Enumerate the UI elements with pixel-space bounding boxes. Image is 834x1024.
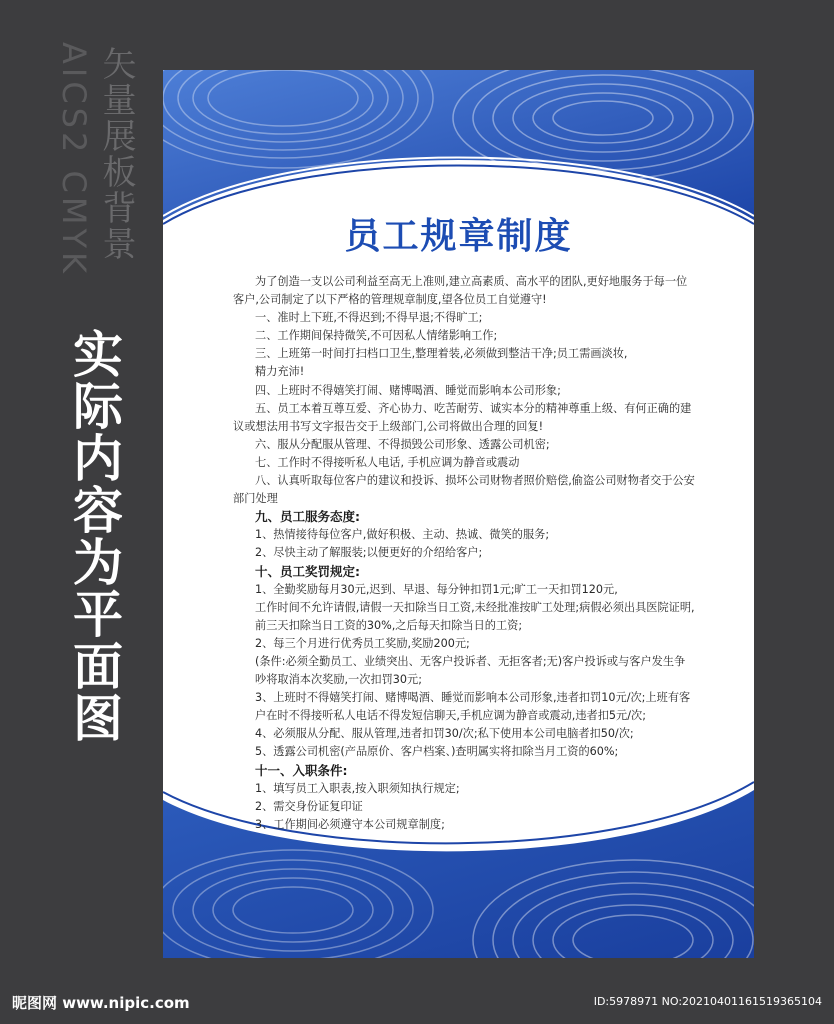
section-item: 工作时间不允许请假,请假一天扣除当日工资,未经批准按旷工处理;病假必须出具医院证明,前三天扣除当日工资的30%,之后每天扣除当日的工资; [255,600,695,632]
regulations-body [233,273,695,834]
side-label-actual-content: 实际内容为平面图 [65,328,123,744]
section-item: (条件:必须全勤员工、业绩突出、无客户投诉者、无拒客者;无)客户投诉或与客户发生争吵将取消本次奖励,一次扣罚30元; [255,654,686,687]
image-id-text: ID:5978971 NO:20210401161519365104 [593,995,822,1008]
page-title: 员工规章制度 [344,216,573,257]
intro-paragraph: 为了创造一支以公司利益至高无上准则,建立高素质、高水平的团队,更好地服务于每一位客户,公司制定了以下严格的管理规章制度,望各位员工自觉遵守! [233,275,688,307]
section-item: 1、热情接待每位客户,做好积极、主动、热诚、微笑的服务; [255,528,550,542]
poster-board [163,70,754,958]
rule-item: 五、员工本着互尊互爱、齐心协力、吃苦耐劳、诚实本分的精神尊重上级、有何正确的建议或想法用书写文字报告交于上级部门,公司将做出合理的回复! [233,401,692,433]
rule-item: 六、服从分配服从管理、不得损毁公司形象、透露公司机密; [255,437,550,451]
section-item: 4、必须服从分配、服从管理,违者扣罚30/次;私下使用本公司电脑者扣50/次; [255,727,634,741]
section-item: 3、上班时不得嬉笑打闹、赌博喝酒、睡觉而影响本公司形象,违者扣罚10元/次;上班有客户在时不得接听私人电话不得发短信聊天,手机应调为静音或震动,违者扣5元/次; [255,691,691,723]
section-item: 1、填写员工入职表,按入职须知执行规定; [255,781,460,795]
rule-item: 四、上班时不得嬉笑打闹、赌博喝酒、睡觉而影响本公司形象; [255,383,561,397]
section-heading: 十、员工奖罚规定: [255,563,360,579]
section-item: 2、每三个月进行优秀员工奖励,奖励200元; [255,636,470,650]
section-item: 5、透露公司机密(产品原价、客户档案、)查明属实将扣除当月工资的60%; [255,745,619,759]
watermark-logo: 昵图网 www.nipic.com [12,994,190,1012]
section-item: 1、全勤奖励每月30元,迟到、早退、每分钟扣罚1元;旷工一天扣罚120元, [255,582,618,596]
section-item: 2、需交身份证复印证 [255,799,363,813]
rule-item: 二、工作期间保持微笑,不可因私人情绪影响工作; [255,329,498,343]
top-blue-band [163,70,754,220]
side-label-english: AICS2 CMYK [55,42,93,277]
rule-item: 三、上班第一时间打扫档口卫生,整理着装,必须做到整洁干净;员工需画淡妆, [255,347,628,361]
rule-item: 精力充沛! [255,365,305,379]
rule-item: 一、准时上下班,不得迟到;不得早退;不得旷工; [255,311,483,325]
side-label-vector-board: 矢量展板背景 [96,46,136,262]
section-heading: 九、员工服务态度: [255,509,360,525]
rule-item: 七、工作时不得接听私人电话, 手机应调为静音或震动 [255,455,520,469]
section-heading: 十一、入职条件: [255,762,348,778]
section-item: 3、工作期间必须遵守本公司规章制度; [255,817,445,831]
section-item: 2、尽快主动了解服装;以便更好的介绍给客户; [255,546,483,560]
rule-item: 八、认真听取每位客户的建议和投诉、损坏公司财物者照价赔偿,偷盗公司财物者交于公安部门处理 [233,474,695,506]
